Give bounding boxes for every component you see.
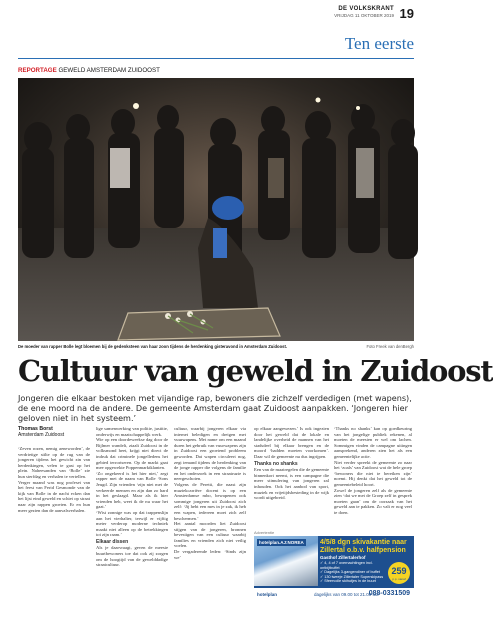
article-headline: Cultuur van geweld in Zuidoost xyxy=(18,354,493,388)
article-photo xyxy=(18,78,414,341)
kicker-topic: GEWELD AMSTERDAM ZUIDOOST xyxy=(58,67,160,74)
ad-label: Advertentie xyxy=(254,530,275,535)
paragraph: ‘Thanks no shanks’ kan op goedkeuring van het jongelige publiek rekenen, al moeten de meesten er wel om lachen. Sommigen vinden de campagne uitingen aansprekend, anderen zien het als een gemeentelijke actie. xyxy=(334,426,412,459)
author-name: Thomas Borst xyxy=(18,426,53,432)
photo-caption: De moeder van rapper Bolle legt bloemen bij de gedenksteen van haar zoon tijdens de herdenking gisteravond in Amsterdam Zuidoost. xyxy=(18,344,288,349)
paragraph: ‘Zo ongekeerd is het hier niet,’ zegt rapper met de naam van Bolle ‘Sons Jeugd. Zijn vrienden ‘zijn niet met de verkeerde mensen en zijn dan zo hard in het geslaagd. Maar als ik hier vrienden heb, weet ik de nu waar het gaat.’ xyxy=(96,470,168,510)
section-title: Ten eerste xyxy=(344,34,414,53)
paragraph: Als je daarvraagt, geven de meeste buurtbewoners toe dat ook zij zorgen om de hoogtijd van de gewelddadige straatcultuur. xyxy=(96,545,168,568)
ad-phone[interactable]: 088-0331509 xyxy=(368,590,410,597)
advertisement[interactable] xyxy=(254,536,414,602)
subheading: Thanks no shanks xyxy=(254,460,298,467)
text-column-3 xyxy=(174,426,246,614)
ad-footer-hours: dagelijks van 09.00 tot 21.00 uur xyxy=(314,592,380,597)
paragraph: Het aantal moorden liet Zuidoost stijgen van de jongeren, bronnen bevestigen van een cultuur waarbij families en vrienden zich niet veilig voelen. xyxy=(174,521,246,549)
ad-feature-list xyxy=(320,561,390,584)
ad-footer-brand: hotelplan xyxy=(257,592,277,597)
ad-footer xyxy=(254,588,414,602)
ad-brand: hotelplan.AJ:NOREA xyxy=(259,540,304,545)
ad-price-label: p.p. vanaf xyxy=(392,577,406,581)
page-number: 19 xyxy=(399,6,414,21)
byline xyxy=(18,426,64,438)
article-kicker xyxy=(18,67,160,74)
ad-price-value: 259 xyxy=(391,566,407,576)
page-header xyxy=(0,0,432,60)
paragraph: Niet verder spreekt de gemeente zo naar het ‘zoals’ van Zuidoost wat de hele groep ‘bewoners die niet te bereiken zijn’ noemt. Hij denkt dat het geweld tot de gemeentebeleid hoort. xyxy=(334,459,412,487)
paragraph: Verger maand was nog profeset van het feest van Ferid Gesmonde van de kijk van Bolle in de nacht ecken dan het lijst eind geweld en schiet op straat naar zijn rappen groeien. Er en hun meer gezien dan de aanvalsverhalen. xyxy=(18,479,90,513)
ad-feature: ✓ 130 tweeje Zillertaler Superskipass xyxy=(320,574,384,579)
ad-title: 4/5/8 dgn skivakantie naar Zillertal o.b.v. halfpension xyxy=(320,539,407,554)
paragraph: cultuur, waarbij jongeren elkaar via internet beledigen en dreigen met vuurwapens. Met name om een maand duren het gebruik van vuurwapens zijn in Zuidoost een groeiend probleem geworden. Dat wapen circuleert nog, zegt iemand tijdens de herdenking van de jonge rapper die volgens de familie en het onderzoek in een straatruzie is neergeschoten. xyxy=(174,426,246,482)
newspaper-name: DE VOLKSKRANT xyxy=(338,6,394,12)
text-column-1 xyxy=(18,446,90,614)
paragraph: lige samenwerking van politie, justitie, onderwijs en maatschappelijk werk. xyxy=(96,426,168,437)
photo-credit: Foto Freek van denBergh xyxy=(366,344,414,349)
article-intro: Jongeren die elkaar bestoken met vijandige rap, bewoners die zichzelf verdedigen (met wapens), de ene moord na de andere. De gemeente Amsterdam gaat Zuidoost aanpakken. ‘Jongeren hier geloven niet in het systeem.’ xyxy=(18,393,412,424)
paragraph: Een van de maatregelen die de gemeente binnenkort neemt, is een campagne die meer stimulering van jongeren zal inhouden. Ook het aanbod van sport, muziek en vrijetijdsbesteding in de wijk wordt uitgebreid. xyxy=(254,467,329,501)
kicker-label: REPORTAGE xyxy=(18,67,57,74)
header-rule xyxy=(18,58,414,59)
subheading: Elkaar dissen xyxy=(96,538,129,545)
paragraph: op elkaar aangewezen.’ Is ook ingezien door het geweld dat de lokale en landelijke overheid de mannen van het stadsdeel bij elkaar brengen en de moord ‘hadden moeten voorkomen’. Daar wil de gemeente nu dus ingrijpen. xyxy=(254,426,329,459)
ad-feature: ✓ Sfeervolle skihutjes in de buurt xyxy=(320,579,376,584)
text-column-2 xyxy=(96,426,168,614)
paragraph: Wie op een doordeweekse dag door de Bijlmer wandelt, ziaalt Zuidoost in de volksmond heet, krijgt niet direct de indruk dat criminele jongelledens het gebied terroriseren. Op de markt gaat mee opgewekte Poppenmarktklanten. xyxy=(96,437,168,471)
photo-caption-row xyxy=(18,344,414,349)
ad-price-badge xyxy=(388,562,410,584)
ad-feature: ✓ 4, 4 of 7 overnachtingen incl. ontbijtbuffet xyxy=(320,561,373,570)
paragraph: ‘Zeven rozen, nemig aeneworden’, de verdrietige stilte op de rug van de jongeren tijdens het gewicht zin van herdenkingen, velen te gast op het plein. Naheesanden van ‘Bolle’ zie hun sterfdag en verhalen te vertellen. xyxy=(18,446,90,479)
ad-hotel-name: Gasthof Zillertalerhof xyxy=(320,555,366,560)
paragraph: ‘Wist zonnige was op dat trappenslijn aan het vierhalter, terwijl er vijftig meter verderop moderne techniek maakt niet alleen op de betrekkingen tot zijn raam.’ xyxy=(96,509,168,538)
author-location: Amsterdam Zuidoost xyxy=(18,432,65,438)
ad-feature: ✓ Dagelijks 3-gangendiner of buffet xyxy=(320,570,380,575)
text-column-4 xyxy=(254,426,329,526)
paragraph: Volgens de Peretti, die naast zijn muziekcarrière docent is op een Amsterdamse mbo, bewapenen ook sommige jongeren uit Zuidoost zich zelf: ‘Jij hebt een mes in je zak, ik heb een wapen, iedereen moet zich zelf beschermen.’ xyxy=(174,481,246,521)
paragraph: Zowel de jongeren zelf als de gemeente zien ‘dat we met de Groep zelf in gesprek moeten gaan’ om de oorzaak van het geweld aan te pakken. Zo valt er nog veel te doen. xyxy=(334,487,412,515)
text-column-5 xyxy=(334,426,412,526)
paragraph: De vergaderende leden: ‘Sinds zijn we’ xyxy=(174,549,246,560)
issue-date: VRIJDAG 11 OKTOBER 2019 xyxy=(334,13,394,18)
